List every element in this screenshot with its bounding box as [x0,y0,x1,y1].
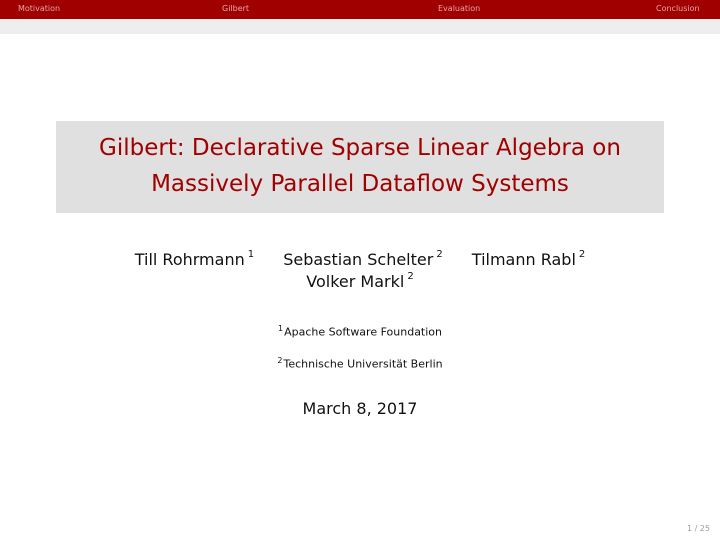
section-navbar [0,0,720,19]
slide-title-line-2: Massively Parallel Dataflow Systems [151,171,569,197]
affiliation-number: 2 [277,356,283,365]
nav-item-gilbert[interactable]: Gilbert [222,4,250,13]
author-name: Tilmann Rabl [471,250,576,269]
page-number: 1 / 25 [686,524,710,533]
author-name: Volker Markl [306,272,405,291]
title-block [56,121,664,213]
presentation-date: March 8, 2017 [302,399,418,418]
nav-item-motivation[interactable]: Motivation [18,4,61,13]
affiliation [0,356,720,371]
nav-item-evaluation[interactable]: Evaluation [438,4,481,13]
nav-item-conclusion[interactable]: Conclusion [656,4,700,13]
author [306,272,413,291]
authors-row [0,250,720,269]
subsection-bar [0,19,720,34]
author-affiliation-mark: 1 [247,248,255,260]
affiliation [0,324,720,339]
slide-title-line-1: Gilbert: Declarative Sparse Linear Algebra on [99,135,621,161]
author-name: Till Rohrmann [134,250,245,269]
author [472,250,585,269]
author-affiliation-mark: 2 [578,248,586,260]
affiliation-name: Technische Universität Berlin [283,357,443,371]
author [135,250,254,269]
author-name: Sebastian Schelter [283,250,434,269]
affiliation-number: 1 [277,324,284,333]
author-affiliation-mark: 2 [436,248,443,260]
author-affiliation-mark: 2 [407,270,414,282]
author [283,250,443,269]
affiliation-name: Apache Software Foundation [284,325,442,339]
authors-row-2 [0,272,720,291]
